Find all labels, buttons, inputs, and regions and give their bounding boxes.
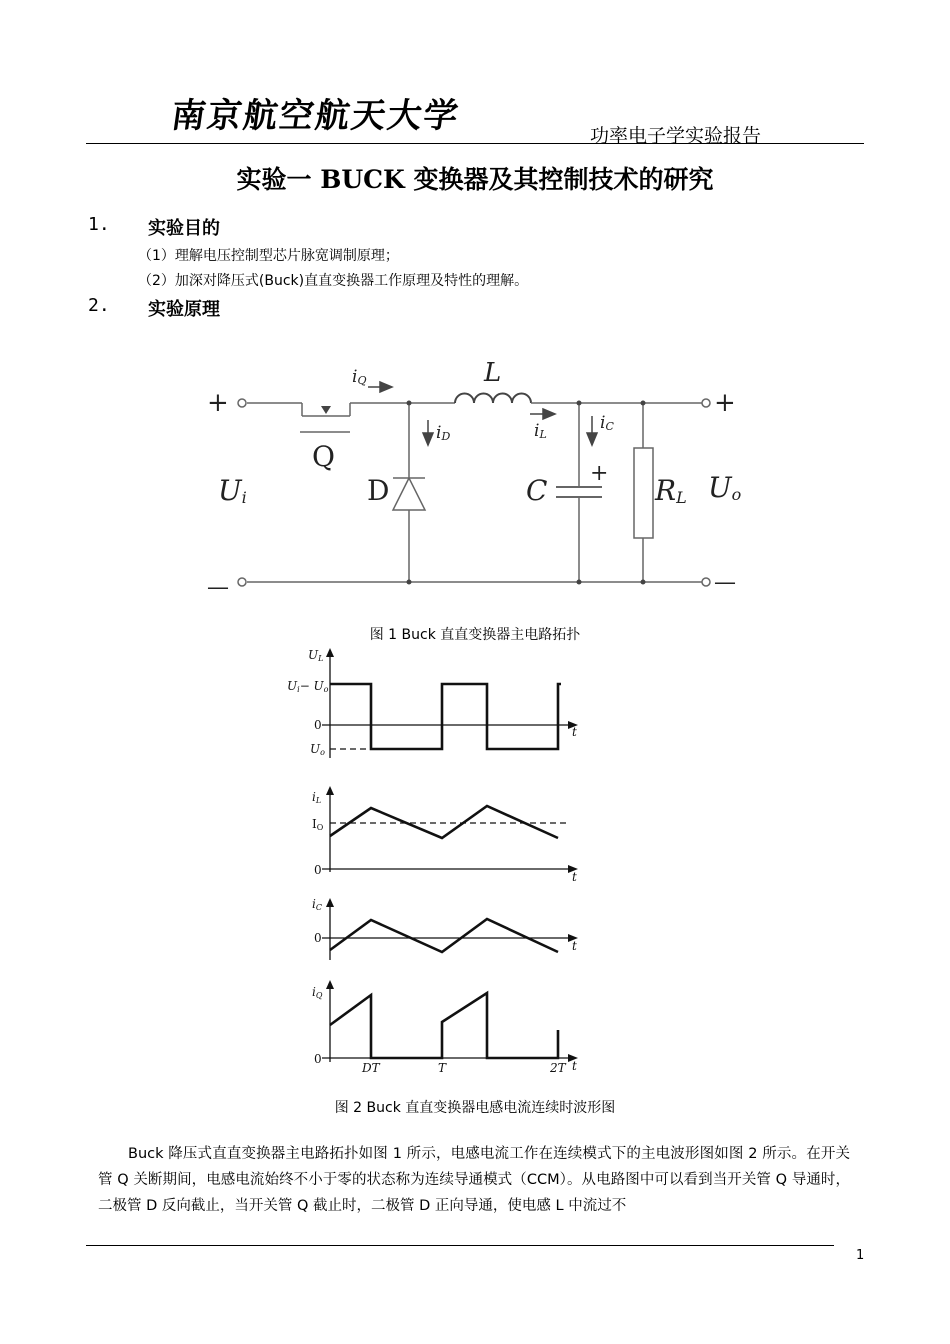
output-plus-label: + — [714, 388, 736, 418]
iq-axis-label: iQ — [312, 985, 323, 1000]
axis-arrowhead-icon — [326, 648, 334, 657]
ic-label: iC — [600, 413, 614, 433]
footer-divider — [86, 1245, 834, 1246]
ul-axis-label: UL — [308, 648, 324, 663]
iq-label: iQ — [352, 367, 367, 387]
objective-item-2: （2）加深对降压式(Buck)直直变换器工作原理及特性的理解。 — [138, 273, 529, 289]
objective-item-1: （1）理解电压控制型芯片脉宽调制原理； — [138, 248, 399, 264]
figure-2-caption: 图 2 Buck 直直变换器电感电流连续时波形图 — [334, 1100, 616, 1116]
uo-level-label: Uo — [310, 742, 325, 757]
ul-waveform — [330, 684, 561, 749]
capacitor-label: C — [526, 474, 548, 507]
ic-axis-label: iC — [312, 897, 322, 912]
report-title: 功率电子学实验报告 — [590, 125, 762, 147]
ul-zero-label: 0 — [314, 718, 322, 732]
id-label: iD — [436, 423, 451, 443]
t-label: t — [572, 1059, 577, 1073]
ui-minus-uo-label: Ui− Uo — [287, 679, 329, 694]
page-number: 1 — [856, 1248, 865, 1263]
iq-waveform — [330, 993, 558, 1058]
university-logo: 南京航空航天大学 — [168, 96, 463, 136]
output-minus-label: — — [714, 570, 736, 595]
t-label: t — [572, 939, 577, 953]
axis-arrowhead-icon — [326, 980, 334, 989]
input-voltage-label: Ui — [218, 474, 247, 507]
ic-zero-label: 0 — [314, 931, 322, 945]
load-resistor-label: RL — [655, 474, 687, 507]
figure-1-caption: 图 1 Buck 直直变换器主电路拓扑 — [369, 627, 581, 643]
input-plus-label: + — [207, 388, 229, 418]
dt-tick-label: DT — [362, 1061, 380, 1075]
il-waveform — [330, 806, 558, 838]
il-zero-label: 0 — [314, 863, 322, 877]
body-paragraph: Buck 降压式直直变换器主电路拓扑如图 1 所示，电感电流工作在连续模式下的主电波形图如图 2 所示。在开关管 Q 关断期间，电感电流始终不小于零的状态称为连续导通模式（CCM）。从电路图中可以看到当开关管 Q 导通时，二极管 D 反向截止，当开关管 Q 截止时，二极管 D 正向导通，使电感 L 中流过不 — [98, 1146, 850, 1214]
iq-zero-label: 0 — [314, 1052, 322, 1066]
input-minus-label: — — [207, 575, 229, 600]
diode-label: D — [367, 474, 390, 507]
output-voltage-label: Uo — [708, 471, 742, 504]
page-title: 实验一 BUCK 变换器及其控制技术的研究 — [236, 165, 714, 194]
il-axis-label: iL — [312, 790, 322, 805]
section-number: 2. — [88, 295, 110, 316]
section-number: 1. — [88, 214, 110, 235]
il-label: iL — [534, 421, 547, 441]
t-period-label: T — [438, 1061, 447, 1075]
section-title: 实验目的 — [148, 218, 220, 239]
capacitor-plus-label: + — [590, 461, 609, 486]
inductor-label: L — [484, 358, 502, 388]
axis-arrowhead-icon — [326, 786, 334, 795]
io-label: IO — [312, 817, 324, 832]
t-label: t — [572, 725, 577, 739]
ic-waveform — [330, 919, 558, 952]
t-label: t — [572, 870, 577, 884]
2t-tick-label: 2T — [550, 1061, 566, 1075]
section-title: 实验原理 — [148, 299, 220, 320]
axis-arrowhead-icon — [326, 898, 334, 907]
switch-label: Q — [312, 440, 335, 473]
